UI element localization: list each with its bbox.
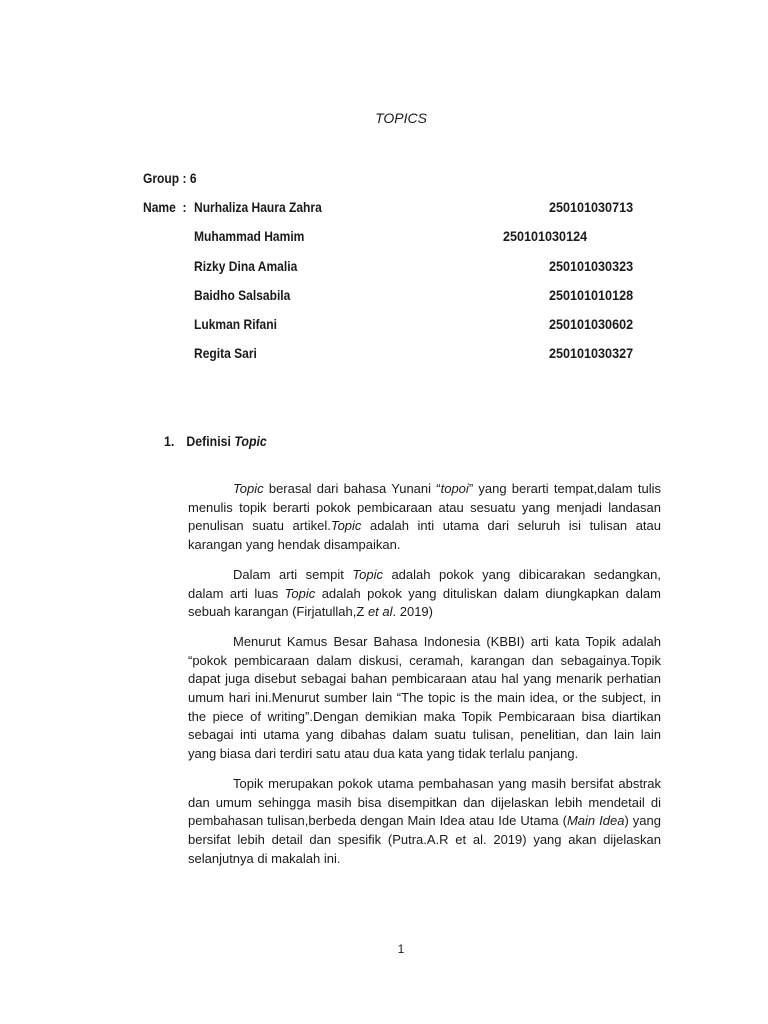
member-nim: 250101030602 — [549, 316, 634, 332]
group-line: Group : 6 — [143, 170, 197, 186]
member-nim: 250101010128 — [549, 287, 634, 303]
paragraph — [188, 566, 661, 622]
member-nim: 250101030124 — [503, 228, 588, 244]
section-heading-text: Definisi — [186, 433, 235, 449]
member-name: Rizky Dina Amalia — [194, 258, 298, 274]
text-run: ) yang bersifat lebih detail dan spesifik (Putra.A.R et al. 2019) yang akan dijelaskan selanjutnya di makalah ini. — [188, 813, 661, 866]
member-name: Muhammad Hamim — [194, 228, 305, 244]
italic-text: topoi — [440, 481, 469, 496]
section-heading — [164, 433, 267, 449]
italic-text: Topic — [330, 518, 362, 534]
italic-text: et al — [367, 604, 393, 620]
text-run: Menurut Kamus Besar Bahasa Indonesia (KBBI) arti kata Topik adalah “pokok pembicaraan dalam diskusi, ceramah, karangan dan sebagainya.Topik dapat juga disebut sebagai bahan pembicaraan atau hal yang menarik perhatian umum hari ini.Menurut sumber lain “The topic is the main idea, or the subject, in the piece of writing”.Dengan demikian maka Topik Pembicaraan bisa diartikan sebagai inti utama yang dibahas dalam suatu tulisan, penelitian, dan lain lain yang biasa dari terdiri satu atau dua kata yang tidak terlalu panjang. — [188, 633, 661, 762]
name-label: Name : — [143, 199, 190, 215]
text-run: ” yang berarti tempat,dalam tulis menulis topik berarti pokok pembicaraan atau sesuatu yang menjadi landasan penulisan suatu artikel. — [188, 481, 661, 534]
section-number: 1. — [164, 433, 175, 449]
document-title: TOPICS — [375, 110, 427, 126]
member-nim: 250101030327 — [549, 345, 634, 361]
paragraph — [188, 775, 661, 869]
text-run: adalah inti utama dari seluruh isi tulisan atau karangan yang hendak disampaikan. — [188, 518, 661, 553]
text-run: adalah pokok yang dibicarakan sedangkan, dalam arti luas — [188, 566, 661, 601]
member-name: Lukman Rifani — [194, 316, 277, 332]
paragraph — [188, 633, 661, 764]
text-run: Dalam arti sempit — [233, 566, 353, 582]
member-name: Regita Sari — [194, 345, 257, 361]
text-run: adalah pokok yang dituliskan dalam diungkapkan dalam sebuah karangan (Firjatullah,Z — [188, 585, 661, 620]
section-heading-italic: Topic — [234, 433, 267, 449]
text-run: berasal dari bahasa Yunani “ — [263, 481, 441, 496]
body-text — [188, 480, 661, 879]
member-nim: 250101030713 — [549, 199, 634, 215]
italic-text: Topic — [233, 481, 264, 496]
text-run: Topik merupakan pokok utama pembahasan yang masih bersifat abstrak dan umum sehingga masih bisa disempitkan dan dijelaskan lebih mendetail di pembahasan tulisan,berbeda dengan Main Idea atau Ide Utama ( — [188, 775, 661, 829]
text-run: . 2019) — [392, 604, 433, 620]
paragraph — [188, 480, 661, 555]
italic-text: Topic — [284, 585, 316, 601]
italic-text: Topic — [352, 566, 383, 582]
member-name: Nurhaliza Haura Zahra — [194, 199, 322, 215]
italic-text: Main Idea — [566, 813, 625, 829]
page-number: 1 — [397, 942, 405, 956]
member-name: Baidho Salsabila — [194, 287, 291, 303]
member-nim: 250101030323 — [549, 258, 634, 274]
